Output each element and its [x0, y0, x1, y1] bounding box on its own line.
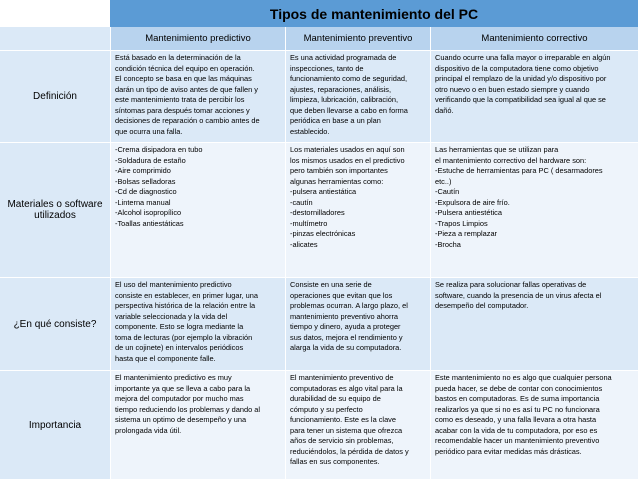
cell-line: El uso del mantenimiento predictivo [115, 280, 232, 289]
cell-line: -Estuche de herramientas para PC ( desarmadores [435, 166, 603, 175]
column-header-corrective: Mantenimiento correctivo [430, 27, 638, 50]
cell-line: -multímetro [290, 218, 328, 228]
cell-importancia-corrective [430, 370, 638, 479]
cell-line: -Cd de diagnostico [115, 187, 177, 196]
cell-line: pero también son importantes [290, 166, 388, 175]
cell-line: Los materiales usados en aquí son [290, 145, 405, 154]
cell-line: años de servicio sin problemas, [290, 436, 394, 445]
cell-definicion-preventive [285, 50, 430, 142]
cell-line: -Pulsera antiestética [435, 208, 502, 217]
cell-line: perspectiva histórica de la relación entre la [115, 301, 256, 310]
cell-line: inspecciones, tanto de [290, 63, 364, 73]
cell-line: Consiste en una serie de [290, 280, 372, 289]
cell-line: condición técnica del equipo en operación. [115, 63, 255, 73]
cell-line: ajustes, reparaciones, análisis, [290, 84, 392, 94]
column-header-predictive: Mantenimiento predictivo [110, 27, 285, 50]
cell-line: -Linterna manual [115, 197, 171, 207]
cell-line: el mantenimiento correctivo del hardware son: [435, 155, 587, 165]
cell-line: los mismos usados en el predictivo [290, 155, 405, 165]
cell-line: -Aire comprimido [115, 166, 171, 175]
cell-line: mejora del computador por mucho mas [115, 394, 244, 403]
cell-line: software, cuando la presencia de un virus afecta el [435, 290, 602, 300]
cell-en-que-consiste-predictive [110, 277, 285, 370]
cell-line: periódica en base a un plan [290, 116, 381, 125]
cell-line: -Bolsas selladoras [115, 176, 176, 186]
cell-line: dañó. [435, 105, 454, 115]
cell-line: síntomas para después tomar acciones y [115, 105, 250, 115]
cell-line: tiempo y dinero, ayuda a proteger [290, 322, 401, 331]
cell-line: Las herramientas que se utilizan para [435, 145, 559, 154]
cell-materiales-predictive [110, 142, 285, 277]
cell-line: -Pieza a remplazar [435, 229, 498, 238]
cell-line: -Brocha [435, 239, 461, 249]
cell-line: limpieza, lubricación, calibración, [290, 95, 399, 104]
cell-line: -pinzas electrónicas [290, 229, 356, 238]
cell-line: -alicates [290, 239, 318, 249]
cell-line: Este mantenimiento no es algo que cualquier persona [435, 373, 612, 382]
cell-line: sus datos, mejora el rendimiento y [290, 332, 403, 342]
cell-line: prolongada vida útil. [115, 425, 182, 435]
cell-line: hasta que el componente falle. [115, 353, 216, 363]
corner-cell [0, 27, 110, 50]
cell-line: bastos en computadoras. Es de suma importancia [435, 394, 600, 403]
cell-materiales-preventive [285, 142, 430, 277]
row-header-importancia: Importancia [0, 370, 110, 479]
cell-line: El mantenimiento predictivo es muy [115, 373, 232, 382]
cell-line: Está basado en la determinación de la [115, 53, 241, 62]
cell-line: fallas en sus componentes. [290, 457, 380, 466]
cell-line: -Expulsora de aire frío. [435, 197, 510, 207]
cell-line: darán un tipo de aviso antes de que fallen y [115, 84, 258, 94]
cell-line: cómputo y su perfecto [290, 404, 363, 414]
cell-importancia-preventive [285, 370, 430, 479]
cell-line: -Crema disipadora en tubo [115, 145, 203, 154]
cell-line: desempeño del computador. [435, 301, 529, 310]
cell-line: variable seleccionada y la vida del [115, 311, 228, 321]
cell-line: -Cautín [435, 187, 460, 196]
cell-line: operaciones que evitan que los [290, 290, 393, 300]
cell-definicion-corrective [430, 50, 638, 142]
cell-materiales-corrective [430, 142, 638, 277]
cell-line: pueda hacer, se debe de contar con conocimientos [435, 383, 603, 393]
cell-line: importante ya que se lleva a cabo para la [115, 383, 251, 393]
cell-line: de un cojinete) en intervalos periódicos [115, 343, 244, 352]
cell-line: etc..) [435, 176, 452, 186]
row-header-definicion: Definición [0, 50, 110, 142]
cell-line: dispositivo de la computadora tiene como objetivo [435, 63, 599, 73]
column-header-preventive: Mantenimiento preventivo [285, 27, 430, 50]
cell-line: alarga la vida de su computadora. [290, 343, 402, 352]
cell-line: establecido. [290, 126, 330, 136]
cell-line: para tener un sistema que ofrezca [290, 425, 403, 435]
cell-line: -Soldadura de estaño [115, 155, 186, 165]
cell-line: que ocurra una falla. [115, 126, 183, 136]
cell-line: funcionamiento. Este es la clave [290, 415, 396, 424]
cell-line: mantenimiento preventivo ahorra [290, 311, 399, 321]
cell-line: -pulsera antiestática [290, 187, 357, 196]
cell-line: acabar con la vida de tu computadora, por eso es [435, 425, 598, 435]
cell-line: algunas herramientas como: [290, 176, 384, 186]
cell-en-que-consiste-preventive [285, 277, 430, 370]
cell-line: recomendable hacer un mantenimiento preventivo [435, 436, 600, 445]
cell-line: decisiones de reparación o cambio antes de [115, 116, 260, 125]
cell-line: Es una actividad programada de [290, 53, 397, 62]
cell-line: problemas ocurran. A largo plazo, el [290, 301, 408, 310]
cell-line: sistema un optimo de desempeño y una [115, 415, 247, 424]
row-header-materiales: Materiales o software utilizados [0, 142, 110, 277]
cell-line: funcionamiento como de seguridad, [290, 74, 408, 83]
cell-line: durabilidad de su equipo de [290, 394, 381, 403]
cell-line: toma de lecturas (por ejemplo la vibración [115, 332, 253, 342]
cell-en-que-consiste-corrective [430, 277, 638, 370]
cell-line: computadoras es algo vital para la [290, 383, 403, 393]
cell-line: realizarlos ya que si no es así tu PC no funcionara [435, 404, 600, 414]
cell-line: este mantenimiento trata de percibir los [115, 95, 245, 104]
cell-line: otro nuevo o en buen estado siempre y cuando [435, 84, 590, 94]
cell-line: como es deseado, y una falla llevara a otra hasta [435, 415, 597, 424]
cell-line: -Toallas antiestáticas [115, 218, 184, 228]
cell-line: tiempo reduciendo los problemas y dando al [115, 404, 261, 414]
cell-line: consiste en establecer, en primer lugar, una [115, 290, 258, 300]
cell-line: principal el remplazo de la unidad y/o dispositivo por [435, 74, 607, 83]
row-header-en-que-consiste: ¿En qué consiste? [0, 277, 110, 370]
cell-line: -cautín [290, 197, 313, 207]
cell-line: -Trapos Limpios [435, 218, 488, 228]
cell-line: El concepto se basa en que las máquinas [115, 74, 252, 83]
cell-line: componente. Esto se logra mediante la [115, 322, 244, 331]
cell-line: verificando que la compatibilidad sea igual al que se [435, 95, 606, 104]
cell-line: periódico para evitar medidas más drásticas. [435, 446, 582, 456]
cell-line: -Alcohol isopropílico [115, 208, 182, 217]
table-title: Tipos de mantenimiento del PC [110, 0, 638, 27]
cell-line: Se realiza para solucionar fallas operativas de [435, 280, 587, 289]
cell-importancia-predictive [110, 370, 285, 479]
cell-definicion-predictive [110, 50, 285, 142]
cell-line: Cuando ocurre una falla mayor o irreparable en algún [435, 53, 611, 62]
cell-line: El mantenimiento preventivo de [290, 373, 394, 382]
cell-line: que deben llevarse a cabo en forma [290, 105, 408, 115]
cell-line: -destornilladores [290, 208, 345, 217]
cell-line: reduciéndolos, la pérdida de datos y [290, 446, 409, 456]
